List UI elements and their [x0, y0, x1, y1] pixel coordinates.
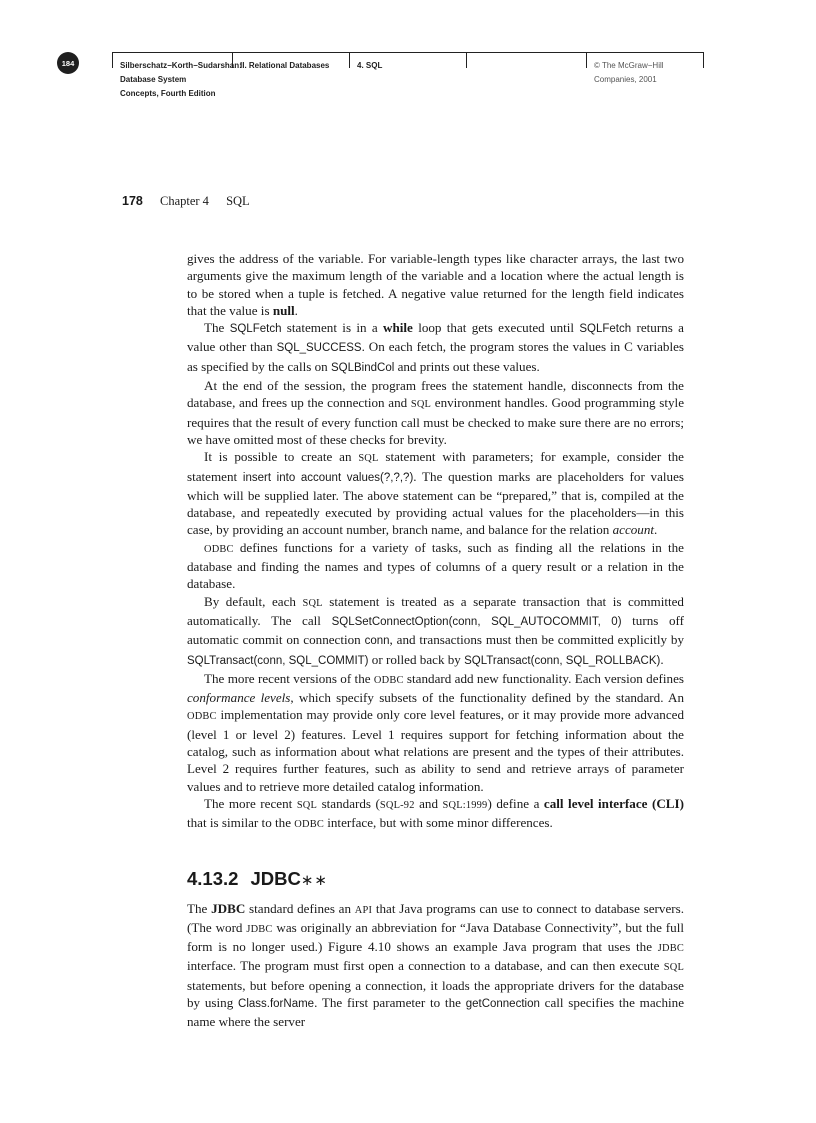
text-run: The [204, 320, 230, 336]
text-run: SQLSetConnectOption(conn, SQL_AUTOCOMMIT, 0) [331, 615, 622, 628]
text-run: SQL [302, 597, 323, 609]
header-chapter: 4. SQL [357, 61, 383, 70]
text-run: statements, but before opening a connection, it loads the appropriate drivers for the database by using [187, 977, 684, 1010]
header-copyright-line2: Companies, 2001 [594, 75, 657, 84]
text-run: SQLFetch [579, 323, 632, 336]
text-run: call level interface (CLI) [543, 795, 684, 811]
text-run: ODBC [187, 711, 217, 723]
text-run: The more recent [204, 795, 297, 811]
text-run: SQL:1999 [442, 799, 488, 811]
text-run: was originally an abbreviation for “Java Database Connectivity”, but the full form is no longer used.) Figure 4.10 shows an example Java program that uses the [187, 919, 684, 955]
text-run: SQL-92 [379, 799, 415, 811]
text-run: SQL [296, 799, 318, 811]
paragraph [187, 670, 684, 795]
text-run: conformance levels [187, 690, 291, 706]
text-run: API [354, 904, 373, 916]
text-run: . The first parameter to the [314, 994, 466, 1010]
text-run: account [612, 522, 655, 538]
text-run: environment handles. Good programming style requires that the result of every function call must be checked to make sure there are no errors; we have omitted most of these checks for brevity. [187, 395, 685, 447]
text-run: JDBC [211, 900, 246, 916]
page-body [187, 250, 684, 1031]
section-paragraphs [187, 900, 684, 1031]
paragraph [187, 795, 684, 834]
text-run: ODBC [204, 543, 234, 555]
text-run: standard add new functionality. Each version defines [403, 670, 684, 686]
text-run: statement is treated as a separate transaction that is committed automatically. The call [187, 593, 684, 628]
text-run: . On each fetch, the program stores the values in C variables as specified by the calls on [187, 339, 684, 374]
body-paragraphs [187, 250, 684, 834]
header-divider [349, 52, 350, 68]
text-run: loop that gets executed until [412, 320, 580, 336]
header-book-line2: Concepts, Fourth Edition [120, 89, 216, 98]
text-run: SQLTransact(conn, SQL_COMMIT) [187, 654, 369, 667]
header-copyright [594, 59, 664, 87]
text-run: implementation may provide only core level features, or it may provide more advanced (level 1 or level 2) features. Level 1 requires support for fetching information about the catalog, such as information about what relations are present and the types of their attributes. Level 2 requires further features, such as ability to send and retrieve arrays of parameter values and to retrieve more detailed catalog information. [187, 707, 684, 794]
text-run: turns off automatic commit on connection [187, 612, 685, 648]
text-run: . [294, 302, 298, 318]
text-run: JDBC [657, 943, 684, 955]
text-run: SQL [663, 962, 684, 974]
header-copyright-line1: © The McGraw−Hill [594, 61, 664, 70]
text-run: . [654, 522, 658, 538]
chapter-title: SQL [226, 194, 250, 208]
header-book-info [120, 59, 242, 101]
text-run: that Java programs can use to connect to database servers. (The word [187, 900, 684, 935]
paragraph [187, 593, 684, 670]
text-run: and prints out these values. [394, 358, 540, 374]
section-stars: ∗∗ [300, 871, 328, 889]
text-run: standards ( [317, 795, 380, 811]
text-run: null [272, 302, 295, 318]
text-run: SQLFetch [229, 323, 282, 336]
section-title: JDBC [250, 867, 301, 889]
text-run: ) define a [487, 795, 544, 811]
running-header [0, 0, 816, 110]
text-run: statement is in a [281, 320, 384, 336]
text-run: insert into account values(?,?,?) [242, 471, 414, 484]
paragraph [187, 900, 684, 1031]
text-run: , which specify subsets of the functionality defined by the standard. An [290, 690, 684, 706]
text-run: The more recent versions of the [204, 670, 374, 686]
header-divider [112, 52, 113, 68]
header-authors: Silberschatz−Korth−Sudarshan: [120, 61, 242, 70]
header-divider [466, 52, 467, 68]
text-run: It is possible to create an [204, 449, 359, 465]
paragraph [187, 319, 684, 377]
text-run: returns a value other than [187, 320, 684, 355]
section-number: 4.13.2 [187, 867, 239, 889]
text-run: defines functions for a variety of tasks, such as finding all the relations in the database and finding the names and types of columns of a query result or a relation in the database. [187, 539, 684, 592]
text-run: SQL [410, 399, 432, 411]
text-run: or rolled back by [368, 651, 465, 667]
text-run: . The question marks are placeholders for values which will be supplied later. The above statement can be “prepared,” that is, compiled at the database, and repeatedly executed by providing actual values for the placeholders—in this case, by providing an account number, branch name, and balance for the relation [187, 468, 684, 538]
page-badge: 184 [57, 52, 79, 74]
paragraph [187, 250, 684, 319]
text-run: SQLTransact(conn, SQL_ROLLBACK) [464, 654, 661, 667]
text-run: JDBC [246, 923, 273, 935]
paragraph [187, 539, 684, 593]
paragraph [187, 377, 684, 448]
text-run: . [660, 651, 664, 667]
header-divider [586, 52, 587, 68]
text-run: SQLBindCol [331, 361, 395, 374]
text-run: interface, but with some minor differences. [323, 815, 553, 831]
text-run: , and transactions must then be committed explicitly by [389, 632, 684, 648]
text-run: getConnection [465, 997, 540, 1010]
text-run: interface. The program must first open a connection to a database, and can then execute [187, 958, 664, 974]
text-run: By default, each [204, 593, 303, 609]
chapter-label: Chapter 4 [159, 194, 209, 208]
text-run: SQL_SUCCESS [276, 342, 362, 355]
text-run: Class.forName [238, 997, 315, 1010]
section-heading [187, 868, 684, 892]
text-run: while [383, 320, 413, 336]
text-run: The [187, 900, 212, 916]
text-run: conn [364, 635, 390, 648]
header-part: II. Relational Databases [240, 61, 330, 70]
header-book-line1: Database System [120, 75, 187, 84]
paragraph [187, 448, 684, 538]
text-run: ODBC [373, 674, 404, 686]
header-divider [703, 52, 704, 68]
text-run: At the end of the session, the program frees the statement handle, disconnects from the database, and frees up the connection and [187, 378, 684, 411]
text-run: that is similar to the [187, 815, 295, 831]
text-run: gives the address of the variable. For variable-length types like character arrays, the last two arguments give the maximum length of the variable and a location where the actual length is to be stored when a tuple is fetched. A negative value returned for the length field indicates that the value is [187, 251, 684, 318]
header-rule [112, 52, 703, 53]
page-number: 178 [122, 194, 143, 208]
text-run: ODBC [294, 819, 324, 831]
text-run: and [414, 795, 443, 811]
text-run: call specifies the machine name where the server [187, 994, 685, 1030]
text-run: standard defines an [245, 900, 355, 916]
page-running-head [122, 194, 250, 209]
text-run: statement with parameters; for example, consider the statement [187, 449, 684, 484]
text-run: SQL [358, 453, 379, 465]
